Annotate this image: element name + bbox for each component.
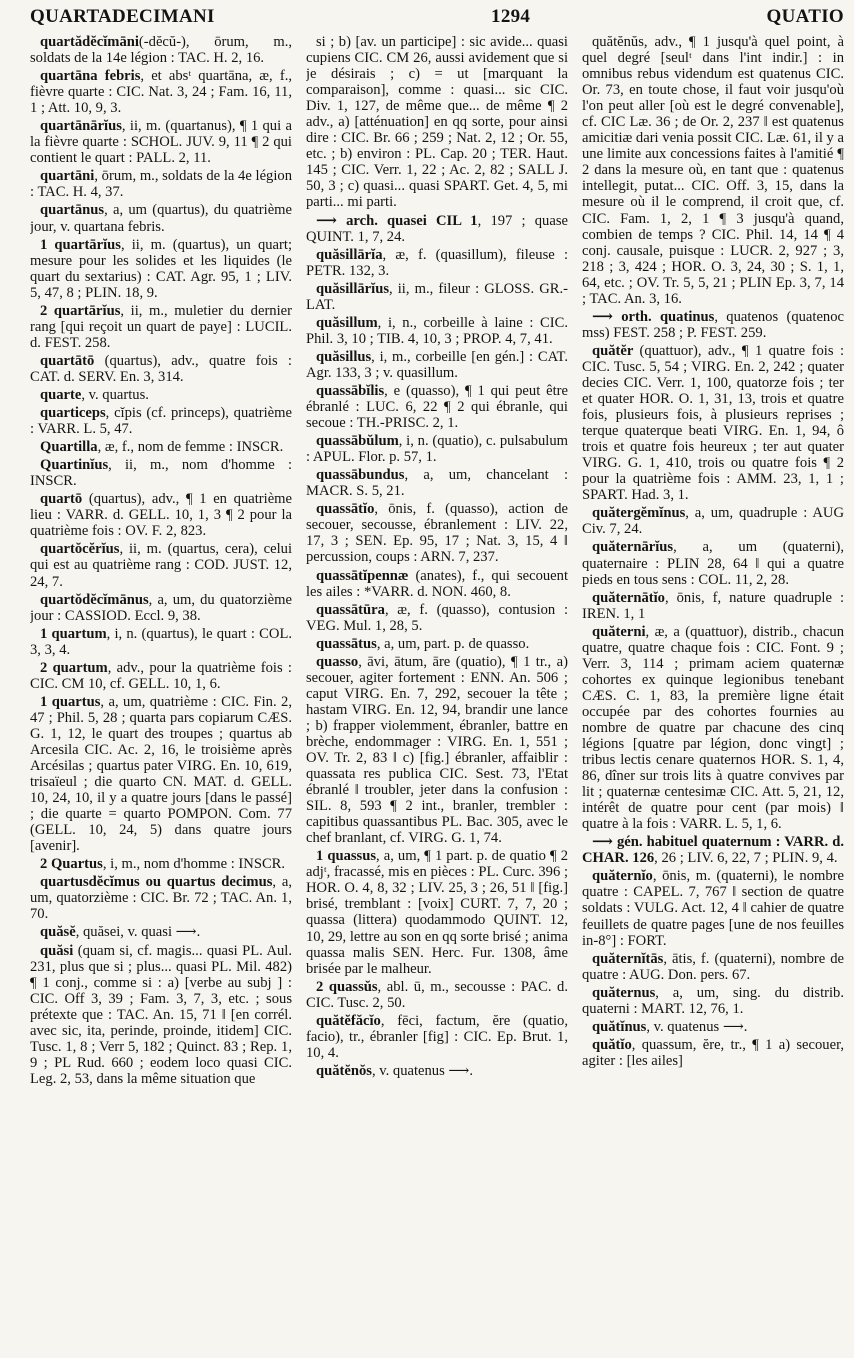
- dictionary-entry: quartānārĭus, ii, m. (quartanus), ¶ 1 qui a la fièvre quarte : SCHOL. JUV. 9, 11 ¶ 2 qui contient le quart : PALL. 2, 11.: [30, 118, 292, 167]
- dictionary-entry: quăsillārĭa, æ, f. (quasillum), fileuse : PETR. 132, 3.: [306, 246, 568, 279]
- header-right-word: QUATIO: [766, 6, 844, 27]
- header-left-word: QUARTADECIMANI: [30, 6, 215, 27]
- dictionary-entry: quassātūra, æ, f. (quasso), contusion : VEG. Mul. 1, 28, 5.: [306, 601, 568, 634]
- dictionary-entry: 2 quartārĭus, ii, m., muletier du dernier rang [qui reçoit un quart de paye] : LUCIL. d. FEST. 258.: [30, 302, 292, 351]
- dictionary-entry: quăternĭtās, ātis, f. (quaterni), nombre de quatre : AUG. Don. pers. 67.: [582, 950, 844, 983]
- dictionary-entry: quătĕr (quattuor), adv., ¶ 1 quatre fois : CIC. Tusc. 5, 54 ; VIRG. En. 2, 242 ; quater decies CIC. Verr. 1, 100, quatorze fois ; ter et quater HOR. O. 1, 31, 13, trois et quatre fois, plusieurs fois, à plusieurs reprises ; terque quaterque beati VIRG. En. 1, 94, ô trois et quatre fois heureux ; ter aut quater VIRG. G. 1, 410, trois ou quatre fois ¶ 2 pour la quatrième fois : AMM. 23, 1, 1 ; SPART. Had. 3, 1.: [582, 342, 844, 504]
- dictionary-entry: quarticeps, cĭpis (cf. princeps), quatrième : VARR. L. 5, 47.: [30, 405, 292, 438]
- dictionary-entry: 2 quartum, adv., pour la quatrième fois : CIC. CM 10, cf. GELL. 10, 1, 6.: [30, 659, 292, 692]
- dictionary-entry: quasso, āvi, ātum, āre (quatio), ¶ 1 tr., a) secouer, agiter fortement : ENN. An. 506 ; caput VIRG. En. 7, 292, secouer la tête ; hastam VIRG. En. 12, 94, brandir une lance ; b) frapper violemment, ébranler, battre en brèche, endommager : VIRG. En. 1, 551 ; OV. Tr. 2, 83 ‖ c) [fig.] ébranler, affaiblir : quassata res publica CIC. Sest. 73, l'Etat ébranlé ‖ troubler, jeter dans la confusion : SIL. 8, 593 ¶ 2 int., branler, trembler : capitibus quassantibus PL. Bac. 305, avec le chef branlant, cf. VIRG. G. 1, 74.: [306, 653, 568, 847]
- columns: [30, 34, 844, 1352]
- dictionary-entry: quartŏdĕcĭmānus, a, um, du quatorzième jour : CASSIOD. Eccl. 9, 38.: [30, 591, 292, 624]
- dictionary-entry: quătergĕmĭnus, a, um, quadruple : AUG Civ. 7, 24.: [582, 505, 844, 538]
- dictionary-entry: ⟶ arch. quasei CIL 1, 197 ; quase QUINT. 1, 7, 24.: [306, 212, 568, 245]
- dictionary-entry: quartō (quartus), adv., ¶ 1 en quatrième lieu : VARR. d. GELL. 10, 1, 3 ¶ 2 pour la quatrième fois : OV. F. 2, 823.: [30, 491, 292, 540]
- dictionary-entry: quartāni, ōrum, m., soldats de la 4e légion : TAC. H. 4, 37.: [30, 168, 292, 201]
- column-2: [306, 34, 568, 1352]
- dictionary-entry: Quartinĭus, ii, m., nom d'homme : INSCR.: [30, 457, 292, 490]
- dictionary-entry: quassābundus, a, um, chancelant : MACR. S. 5, 21.: [306, 467, 568, 500]
- dictionary-entry: quăternātĭo, ōnis, f, nature quadruple : IREN. 1, 1: [582, 589, 844, 622]
- dictionary-entry: 2 quassŭs, abl. ū, m., secousse : PAC. d. CIC. Tusc. 2, 50.: [306, 978, 568, 1011]
- dictionary-entry: quăternārĭus, a, um (quaterni), quaternaire : PLIN 28, 64 ‖ qui a quatre pieds en tous sens : COL. 11, 2, 28.: [582, 539, 844, 588]
- dictionary-entry: quassātĭo, ōnis, f. (quasso), action de secouer, secousse, ébranlement : LIV. 22, 17, 3 ; SEN. Ep. 95, 17 ; Nat. 3, 15, 4 ‖ percussion, coups : ARN. 7, 237.: [306, 501, 568, 566]
- dictionary-entry: 1 quartus, a, um, quatrième : CIC. Fin. 2, 47 ; Phil. 5, 28 ; quarta pars copiarum CÆS. G. 1, 12, le quart des troupes ; quartus ab Arcesila CIC. Ac. 2, 16, le troisième après Arcésilas ; quartus pater VIRG. En. 10, 619, trisaïeul ; die quarto CN. MAT. d. GELL. 10, 24, 10, il y a quatre jours [dans le passé] ; die quarte = quarto POMPON. Com. 77 (GELL. 10, 24, 5) dans quatre jours [avenir].: [30, 693, 292, 855]
- page-header: [30, 6, 844, 34]
- dictionary-entry: quartātō (quartus), adv., quatre fois : CAT. d. SERV. En. 3, 314.: [30, 352, 292, 385]
- dictionary-entry: quătĭnus, v. quatenus ⟶.: [592, 1018, 748, 1035]
- dictionary-entry: quassātĭpennæ (anates), f., qui secouent les ailes : *VARR. d. NON. 460, 8.: [306, 567, 568, 600]
- dictionary-entry: quătĕnŏs, v. quatenus ⟶.: [316, 1062, 474, 1079]
- dictionary-entry: 1 quartum, i, n. (quartus), le quart : COL. 3, 3, 4.: [30, 625, 292, 658]
- page-number: 1294: [491, 6, 531, 27]
- dictionary-entry: 2 Quartus, i, m., nom d'homme : INSCR.: [40, 856, 286, 873]
- dictionary-entry: quătĭo, quassum, ĕre, tr., ¶ 1 a) secouer, agiter : [les ailes]: [582, 1036, 844, 1069]
- dictionary-entry: 1 quartārĭus, ii, m. (quartus), un quart; mesure pour les solides et les liquides (le quart du sextarius) : CAT. Agr. 95, 1 ; LIV. 5, 47, 8 ; PLIN. 18, 9.: [30, 236, 292, 301]
- dictionary-entry: quartāna febris, et absᵗ quartāna, æ, f., fièvre quarte : CIC. Nat. 3, 24 ; Fam. 16, 11, 1 ; Att. 10, 9, 3.: [30, 68, 292, 117]
- dictionary-entry: 1 quassus, a, um, ¶ 1 part. p. de quatio ¶ 2 adjᵗ, fracassé, mis en pièces : PL. Curc. 396 ; HOR. O. 4, 8, 32 ; LIV. 25, 3 ; 26, 51 ‖ [fig.] brisé, tremblant : [voix] CURT. 7, 7, 20 ; quassa (littera) quodammodo QUINT. 12, 10, 29, lettre au son en qq sorte brisé ; anima quassa malis SEN. Herc. Fur. 1308, âme brisée par le malheur.: [306, 848, 568, 977]
- dictionary-entry: quarte, v. quartus.: [40, 386, 149, 403]
- dictionary-entry: quassātus, a, um, part. p. de quasso.: [316, 635, 530, 652]
- dictionary-entry: quăterni, æ, a (quattuor), distrib., chacun quatre, quatre chaque fois : CIC. Font. 9 ; Verr. 3, 114 ; primam aciem quaternæ cohortes ex quinque legionibus tenebant CÆS. C. 1, 83, la première ligne était occupée par des cohortes fournies au nombre de quatre par chacune des cinq légions [quatre par légion, donc vingt] ; tribus lectis cenare quaternos HOR. S. 1, 4, 86, dîner sur trois lits à quatre convives par lit ; quaternæ centesimæ CIC. Att. 5, 21, 12, intérêt de quatre pour cent (par mois) ‖ quatre à la fois : VARR. L. 5, 1, 6.: [582, 623, 844, 833]
- column-1: [30, 34, 292, 1352]
- dictionary-entry: ⟶ orth. quatinus, quatenos (quatenoc mss) FEST. 258 ; P. FEST. 259.: [582, 308, 844, 341]
- dictionary-entry: ⟶ gén. habituel quaternum : VARR. d. CHAR. 126, 26 ; LIV. 6, 22, 7 ; PLIN. 9, 4.: [582, 834, 844, 867]
- dictionary-entry: si ; b) [av. un participe] : sic avide... quasi cupiens CIC. CM 26, aussi avidement que si je désirais ; c) = ut [marquant la comparaison], comme : quasi... sic CIC. Div. 1, 127, de même que... de même ¶ 2 adv., a) [atténuation] en qq sorte, pour ainsi dire : CIC. Br. 66 ; 259 ; Nat. 2, 12 ; Or. 55, etc. ; b) environ : PL. Cap. 20 ; TER. Haut. 145 ; CIC. Verr. 1, 22 ; Ac. 2, 82 ; SALL J. 50, 3 ; c) quasi... quasi SPART. Get. 4, 5, mi parti... mi parti.: [306, 34, 568, 211]
- dictionary-entry: quartŏcĕrĭus, ii, m. (quartus, cera), celui qui est au quatrième rang : COD. JUST. 12, 24, 7.: [30, 541, 292, 590]
- dictionary-entry: quătĕfăcĭo, fēci, factum, ĕre (quatio, facio), tr., ébranler [fig] : CIC. Ep. Brut. 1, 10, 4.: [306, 1012, 568, 1061]
- dictionary-entry: quartānus, a, um (quartus), du quatrième jour, v. quartana febris.: [30, 202, 292, 235]
- dictionary-entry: quăsi (quam si, cf. magis... quasi PL. Aul. 231, plus que si ; plus... quasi PL. Mil. 482) ¶ 1 conj., comme si : a) [verbe au subj ] : CIC. Off 3, 39 ; Fam. 3, 7, 3, etc. ; sous prétexte que : TAC. An. 15, 71 ‖ [en corrél. avec sic, ita, perinde, proinde, itidem] CIC. Tusc. 1, 8 ; Verr 5, 182 ; Quinct. 83 ; Rep. 1, 9 ; PL Rud. 660 ; eodem loco quasi CIC. Leg. 2, 53, dans la même situation que: [30, 942, 292, 1087]
- dictionary-entry: quassābŭlum, i, n. (quatio), c. pulsabulum : APUL. Flor. p. 57, 1.: [306, 433, 568, 466]
- dictionary-entry: quăternus, a, um, sing. du distrib. quaterni : MART. 12, 76, 1.: [582, 984, 844, 1017]
- dictionary-entry: quăternĭo, ōnis, m. (quaterni), le nombre quatre : CAPEL. 7, 767 ‖ section de quatre soldats : VULG. Act. 12, 4 ‖ cahier de quatre feuillets de quatre pages [une de nos feuilles in-8°] : FORT.: [582, 868, 844, 949]
- dictionary-entry: quartusdĕcĭmus ou quartus decimus, a, um, quatorzième : CIC. Br. 72 ; TAC. An. 1, 70.: [30, 874, 292, 923]
- dictionary-entry: quăsillārĭus, ii, m., fileur : GLOSS. GR.-LAT.: [306, 280, 568, 313]
- column-3: [582, 34, 844, 1352]
- dictionary-entry: quătĕnŭs, adv., ¶ 1 jusqu'à quel point, à quel degré [seulᵗ dans l'int indir.] : in omnibus rebus videndum est quatenus CIC. Or. 73, en toute chose, il faut voir jusqu'où l'on peut aller [où est le degré convenable], cf. CIC Læ. 36 ; de Or. 2, 237 ‖ est quatenus amicitiæ dari venia possit CIC. Læ. 61, il y a une limite aux concessions faites à l'amitié ¶ 2 dans la mesure où, en tant que : quatenus intellegit, putat... CIC. Off. 3, 15, dans la mesure où il le comprend, il croit que, cf. CIC. Fam. 1, 2, 1 ¶ 3 jusqu'à quand, combien de temps ? CIC. Phil. 14, 14 ¶ 4 conj. causale, puisque : LUCR. 2, 927 ; 3, 218 ; 3, 424 ; HOR. O. 3, 24, 30 ; S. 1, 1, 64, etc. ; OV. Tr. 5, 5, 21 ; PLIN Ep. 3, 7, 14 ; TAC. An. 3, 16.: [582, 34, 844, 307]
- dictionary-entry: quartădĕcĭmāni(-dĕcŭ-), ōrum, m., soldats de la 14e légion : TAC. H. 2, 16.: [30, 34, 292, 67]
- dictionary-entry: Quartilla, æ, f., nom de femme : INSCR.: [40, 439, 284, 456]
- dictionary-entry: quăsillum, i, n., corbeille à laine : CIC. Phil. 3, 10 ; TIB. 4, 10, 3 ; PROP. 4, 7, 41.: [306, 314, 568, 347]
- dictionary-entry: quassābĭlis, e (quasso), ¶ 1 qui peut être ébranlé : LUC. 6, 22 ¶ 2 qui ébranle, qui secoue : TH.-PRISC. 2, 1.: [306, 382, 568, 432]
- dictionary-entry: quăsillus, i, m., corbeille [en gén.] : CAT. Agr. 133, 3 ; v. quasillum.: [306, 348, 568, 381]
- dictionary-entry: quăsĕ, quăsei, v. quasi ⟶.: [40, 924, 201, 941]
